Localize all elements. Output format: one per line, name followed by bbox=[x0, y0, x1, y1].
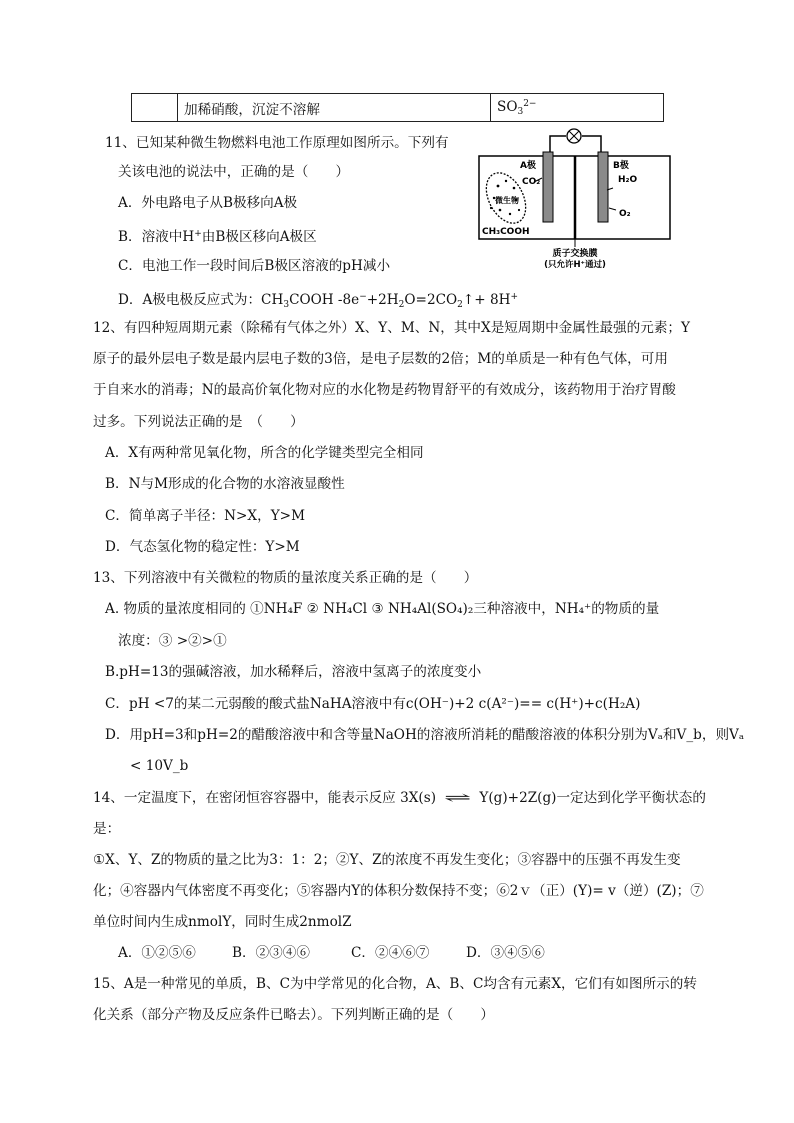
q14-option-c: C．②④⑥⑦ bbox=[351, 945, 430, 961]
answer-table bbox=[131, 93, 664, 122]
q11-option-d: D．A极电极反应式为：$CH_3COOH$ $-8e^-+2H_2O=2CO_2↑+ 8H^+$ bbox=[118, 292, 519, 310]
label-co2: CO₂ bbox=[522, 177, 541, 187]
q15-stem-line2: 化关系（部分产物及反应条件已略去）。下列判断正确的是（ ） bbox=[93, 1007, 495, 1023]
q12-option-d: D．气态氢化物的稳定性：Y>M bbox=[105, 539, 300, 555]
q13-option-a-line1: A. 物质的量浓度相同的 ①NH₄F ② NH₄Cl ③ NH₄Al(SO₄)₂三种溶液中，NH₄⁺的物质的量 bbox=[105, 601, 660, 617]
q12-stem-line1: 12、有四种短周期元素（除稀有气体之外）X、Y、M、N，其中X是短周期中金属性最强的元素；Y bbox=[93, 320, 690, 336]
electrode-b bbox=[598, 152, 608, 222]
q12-stem-line4: 过多。下列说法正确的是 （ ） bbox=[93, 414, 304, 430]
table-cell-label bbox=[132, 94, 178, 122]
label-microbe: 微生物 bbox=[495, 196, 519, 205]
q12-option-b: B．N与M形成的化合物的水溶液显酸性 bbox=[105, 476, 345, 492]
q14-option-d: D．③④⑤⑥ bbox=[466, 945, 545, 961]
q13-option-c: C．pH <7的某二元弱酸的酸式盐NaHA溶液中有c(OH⁻)+2 c(A²⁻)== c(H⁺)+c(H₂A) bbox=[105, 696, 641, 712]
q12-option-a: A．X有两种常见氧化物，所含的化学键类型完全相同 bbox=[105, 445, 424, 461]
equilibrium-arrow-icon: ⇌ bbox=[444, 790, 472, 806]
q14-stem-line1: 14、一定温度下，在密闭恒容容器中，能表示反应 3X(s) ⇌ Y(g)+2Z(g)一定达到化学平衡状态的 bbox=[93, 790, 706, 806]
q11-stem-line2: 关该电池的说法中，正确的是（ ） bbox=[118, 164, 350, 180]
label-o2: O₂ bbox=[619, 209, 631, 219]
q14-conditions-line1: ①X、Y、Z的物质的量之比为3：1：2；②Y、Z的浓度不再发生变化；③容器中的压强不再发生变 bbox=[93, 852, 681, 868]
label-ch3cooh: CH₃COOH bbox=[482, 227, 530, 237]
fuel-cell-diagram bbox=[476, 128, 674, 268]
q12-stem-line2: 原子的最外层电子数是最内层电子数的3倍，是电子层数的2倍；M的单质是一种有色气体，可用 bbox=[93, 351, 668, 367]
label-membrane-note: (只允许H⁺通过) bbox=[544, 260, 606, 268]
q12-stem-line3: 于自来水的消毒；N的最高价氧化物对应的水化物是药物胃舒平的有效成分，该药物用于治疗胃酸 bbox=[93, 382, 676, 398]
label-electrode-b: B极 bbox=[613, 161, 629, 171]
label-h2o: H₂O bbox=[618, 175, 638, 185]
q13-option-d-line1: D．用pH=3和pH=2的醋酸溶液中和含等量NaOH的溶液所消耗的醋酸溶液的体积分别为Vₐ和V_b，则Vₐ bbox=[105, 727, 745, 743]
electrode-a bbox=[543, 152, 553, 222]
q14-conditions-line3: 单位时间内生成nmolY，同时生成2nmolZ bbox=[93, 914, 352, 930]
label-electrode-a: A极 bbox=[520, 161, 536, 171]
q12-option-c: C．简单离子半径：N>X，Y>M bbox=[105, 508, 305, 524]
q14-stem-line2: 是： bbox=[93, 821, 121, 837]
q13-option-b: B.pH=13的强碱溶液，加水稀释后，溶液中氢离子的浓度变小 bbox=[105, 664, 482, 680]
q14-conditions-line2: 化；④容器内气体密度不再变化；⑤容器内Y的体积分数保持不变；⑥2ｖ（正）(Y)= v（逆）(Z)；⑦ bbox=[93, 883, 704, 899]
table-cell-ion: $SO_3^{2-}$ bbox=[491, 94, 664, 122]
q11-option-c: C．电池工作一段时间后B极区溶液的pH减小 bbox=[118, 258, 391, 274]
q15-stem-line1: 15、A是一种常见的单质，B、C为中学常见的化合物，A、B、C均含有元素X，它们有如图所示的转 bbox=[93, 976, 697, 992]
q11-stem-line1: 11、已知某种微生物燃料电池工作原理如图所示。下列有 bbox=[105, 135, 449, 151]
q13-option-a-line2: 浓度：③ >②>① bbox=[118, 633, 227, 649]
q13-option-d-line2: < 10V_b bbox=[130, 758, 189, 774]
table-row bbox=[132, 94, 664, 122]
table-cell-operation: 加稀硝酸，沉淀不溶解 bbox=[178, 94, 491, 122]
q14-option-a: A．①②⑤⑥ bbox=[118, 945, 196, 961]
q11-option-a: A．外电路电子从B极移向A极 bbox=[118, 195, 298, 211]
q13-stem: 13、下列溶液中有关微粒的物质的量浓度关系正确的是（ ） bbox=[93, 570, 478, 586]
q14-option-b: B．②③④⑥ bbox=[232, 945, 310, 961]
q11-option-b: B．溶液中H+由B极区移向A极区 bbox=[118, 229, 317, 245]
label-membrane: 质子交换膜 bbox=[552, 249, 598, 259]
